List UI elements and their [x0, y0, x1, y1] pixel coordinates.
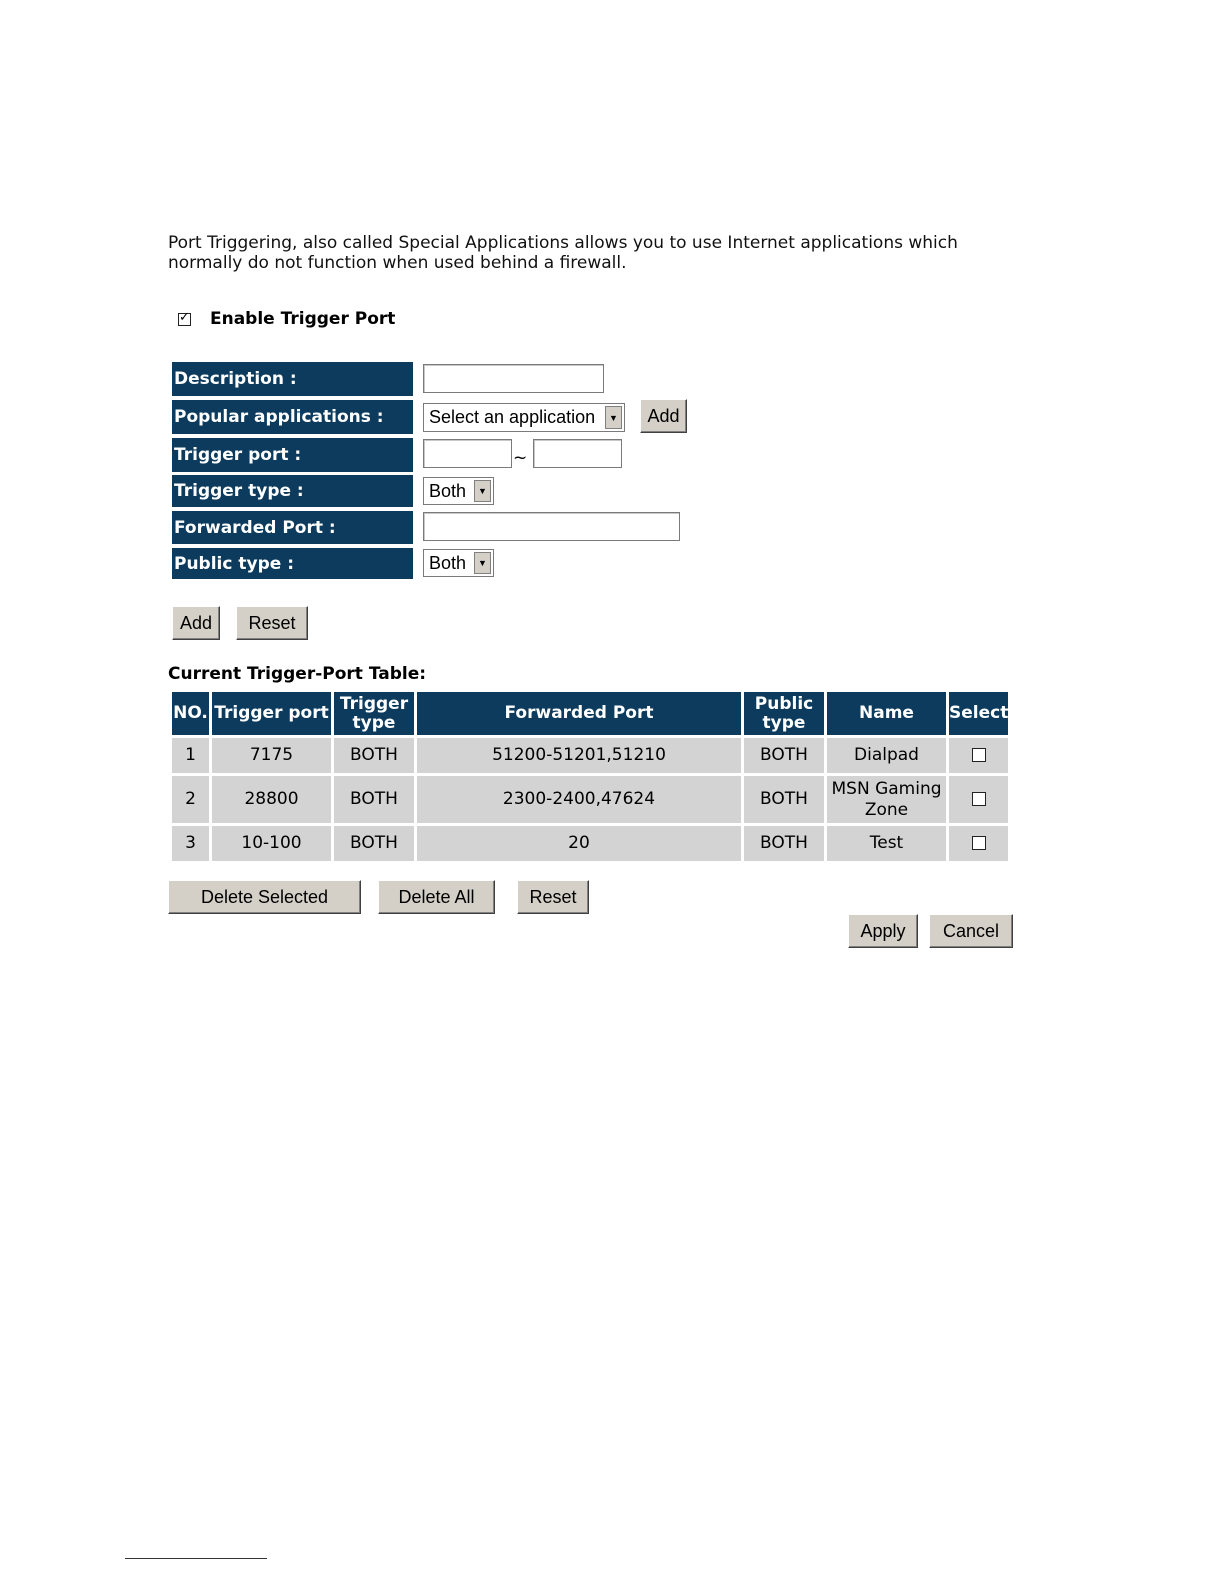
table-title: Current Trigger-Port Table:: [168, 664, 427, 684]
cell-trigger-port: 10-100: [212, 826, 331, 861]
public-type-select[interactable]: [423, 549, 494, 577]
header-name: Name: [827, 692, 946, 735]
trigger-port-label: Trigger port :: [172, 438, 413, 472]
description-label: Description :: [172, 362, 413, 396]
trigger-type-label: Trigger type :: [172, 475, 413, 507]
cell-no: 1: [172, 738, 209, 773]
cell-public-type: BOTH: [744, 776, 824, 823]
cell-forwarded-port: 51200-51201,51210: [417, 738, 741, 773]
public-type-value: Both: [429, 552, 467, 573]
enable-trigger-label: Enable Trigger Port: [210, 309, 396, 329]
delete-all-button[interactable]: Delete All: [378, 880, 495, 914]
cell-public-type: BOTH: [744, 826, 824, 861]
cell-select: [949, 826, 1008, 861]
cell-select: [949, 738, 1008, 773]
row-select-checkbox[interactable]: [972, 792, 986, 806]
cell-name: Test: [827, 826, 946, 861]
cell-trigger-port: 28800: [212, 776, 331, 823]
cell-no: 3: [172, 826, 209, 861]
cell-trigger-type: BOTH: [334, 738, 414, 773]
trigger-port-to-input[interactable]: [533, 439, 622, 468]
range-separator: ~: [513, 448, 528, 468]
header-public-type: Public type: [744, 692, 824, 735]
cell-forwarded-port: 20: [417, 826, 741, 861]
add-application-button[interactable]: Add: [640, 399, 687, 433]
popular-applications-label: Popular applications :: [172, 400, 413, 434]
public-type-label: Public type :: [172, 548, 413, 579]
forwarded-port-label: Forwarded Port :: [172, 511, 413, 544]
chevron-down-icon: ▼: [605, 406, 622, 429]
cell-select: [949, 776, 1008, 823]
table-row: [172, 776, 1008, 823]
popular-applications-value: Select an application: [429, 407, 596, 427]
cell-trigger-type: BOTH: [334, 826, 414, 861]
footer-divider: [125, 1558, 267, 1559]
forwarded-port-input[interactable]: [423, 512, 680, 541]
cell-name: MSN Gaming Zone: [827, 776, 946, 823]
description-input[interactable]: [423, 364, 604, 393]
table-row: [172, 738, 1008, 773]
trigger-type-select[interactable]: [423, 477, 494, 505]
table-row: [172, 826, 1008, 861]
intro-text: Port Triggering, also called Special Applications allows you to use Internet applications which normally do not function when used behind a firewall.: [168, 233, 958, 273]
cell-no: 2: [172, 776, 209, 823]
cell-forwarded-port: 2300-2400,47624: [417, 776, 741, 823]
popular-applications-select[interactable]: [423, 403, 625, 432]
add-button[interactable]: Add: [172, 606, 220, 640]
table-header-row: [172, 692, 1008, 735]
reset-form-button[interactable]: Reset: [236, 606, 308, 640]
trigger-type-value: Both: [429, 480, 467, 501]
apply-button[interactable]: Apply: [848, 914, 918, 948]
cell-trigger-type: BOTH: [334, 776, 414, 823]
cell-public-type: BOTH: [744, 738, 824, 773]
row-select-checkbox[interactable]: [972, 836, 986, 850]
row-select-checkbox[interactable]: [972, 748, 986, 762]
header-forwarded-port: Forwarded Port: [417, 692, 741, 735]
header-select: Select: [949, 692, 1008, 735]
enable-trigger-row: [178, 309, 395, 329]
delete-selected-button[interactable]: Delete Selected: [168, 880, 361, 914]
chevron-down-icon: ▼: [474, 552, 491, 574]
enable-trigger-checkbox[interactable]: [178, 313, 191, 326]
header-no: NO.: [172, 692, 209, 735]
trigger-port-table: [169, 689, 1011, 864]
header-trigger-port: Trigger port: [212, 692, 331, 735]
cancel-button[interactable]: Cancel: [929, 914, 1013, 948]
trigger-port-from-input[interactable]: [423, 439, 512, 468]
cell-name: Dialpad: [827, 738, 946, 773]
header-trigger-type: Trigger type: [334, 692, 414, 735]
chevron-down-icon: ▼: [474, 480, 491, 502]
cell-trigger-port: 7175: [212, 738, 331, 773]
reset-table-button[interactable]: Reset: [517, 880, 589, 914]
